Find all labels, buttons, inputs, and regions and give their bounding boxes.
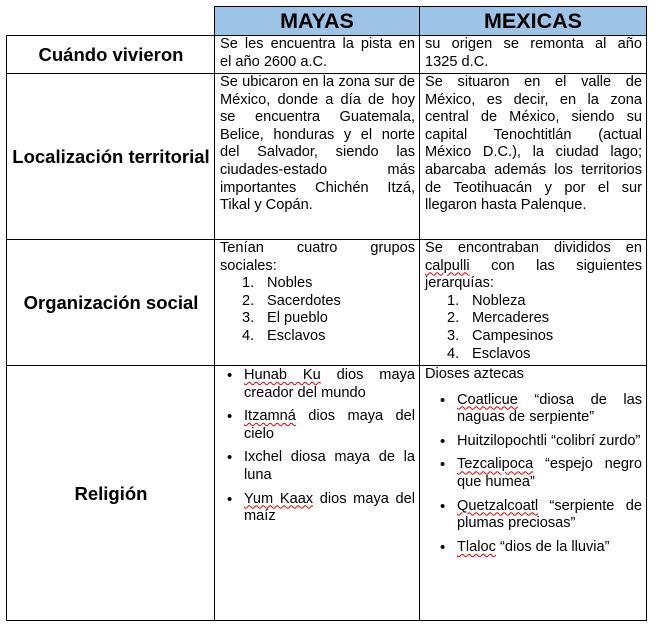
list-item: • Quetzalcoatl “serpiente de plumas preciosas”: [433, 498, 642, 533]
mexicas-org-list: [425, 293, 642, 363]
mayas-org-intro: Tenían cuatro grupos sociales:: [220, 240, 415, 274]
list-item: • Coatlicue “diosa de las naguas de serpiente”: [433, 392, 642, 427]
row-label-localizacion: Localización territorial: [7, 74, 215, 240]
header-row: [7, 7, 647, 36]
mayas-gods-list: [220, 367, 415, 526]
list-item: 3. Campesinos: [447, 327, 554, 344]
list-item: 4. Esclavos: [447, 345, 531, 362]
header-mexicas: MEXICAS: [420, 7, 647, 36]
row-organizacion: [7, 240, 647, 366]
list-item: • Tlaloc “dios de la lluvia”: [433, 539, 642, 557]
cell-mexicas-religion: [420, 366, 647, 621]
cell-mexicas-localizacion: Se situaron en el valle de México, es decir, en la zona central de México, siendo su capital Tenochtitlán (actual México D.C.), la ciudad lago; abarcaba además los territorios de Teotihuacán y por el sur llegaron hasta Palenque.: [420, 74, 647, 240]
calpulli-word: calpulli: [425, 257, 470, 274]
list-item: • Ixchel diosa maya de la luna: [220, 449, 415, 484]
row-label-cuando-vivieron: Cuándo vivieron: [7, 36, 215, 74]
header-mayas: MAYAS: [215, 7, 420, 36]
mayas-org-list: [220, 275, 415, 345]
row-cuando-vivieron: [7, 36, 647, 74]
row-religion: [7, 366, 647, 621]
cell-mayas-religion: [215, 366, 420, 621]
list-item: 2. Mercaderes: [447, 310, 550, 327]
cell-mayas-cuando: Se les encuentra la pista en el año 2600 a.C.: [215, 36, 420, 74]
row-label-religion: Religión: [7, 366, 215, 621]
mexicas-gods-list: [425, 392, 642, 557]
list-item: 4. Esclavos: [242, 327, 326, 344]
cell-mexicas-cuando: su origen se remonta al año 1325 d.C.: [420, 36, 647, 74]
row-label-organizacion: Organización social: [7, 240, 215, 366]
list-item: 2. Sacerdotes: [242, 292, 341, 309]
list-item: • Hunab Ku dios maya creador del mundo: [220, 367, 415, 402]
mexicas-org-intro: Se encontraban divididos en calpulli con las siguientes jerarquías:: [425, 240, 642, 292]
cell-mexicas-organizacion: [420, 240, 647, 366]
list-item: 1. Nobleza: [447, 292, 526, 309]
list-item: • Huitzilopochtli “colibrí zurdo”: [433, 433, 642, 451]
list-item: 3. El pueblo: [242, 310, 328, 327]
list-item: • Itzamná dios maya del cielo: [220, 408, 415, 443]
cell-mayas-localizacion: Se ubicaron en la zona sur de México, donde a día de hoy se encuentra Guatemala, Belice, honduras y el norte del Salvador, siendo las ciudades-estado más importantes Chichén Itzá, Tikal y Copán.: [215, 74, 420, 240]
row-localizacion: [7, 74, 647, 240]
corner-cell: [7, 7, 215, 36]
mexicas-religion-intro: Dioses aztecas: [425, 366, 524, 382]
cell-mayas-organizacion: [215, 240, 420, 366]
list-item: • Yum Kaax dios maya del maíz: [220, 491, 415, 526]
list-item: 1. Nobles: [242, 275, 313, 292]
list-item: • Tezcalipoca “espejo negro que humea”: [433, 456, 642, 491]
comparison-table: [6, 6, 647, 621]
